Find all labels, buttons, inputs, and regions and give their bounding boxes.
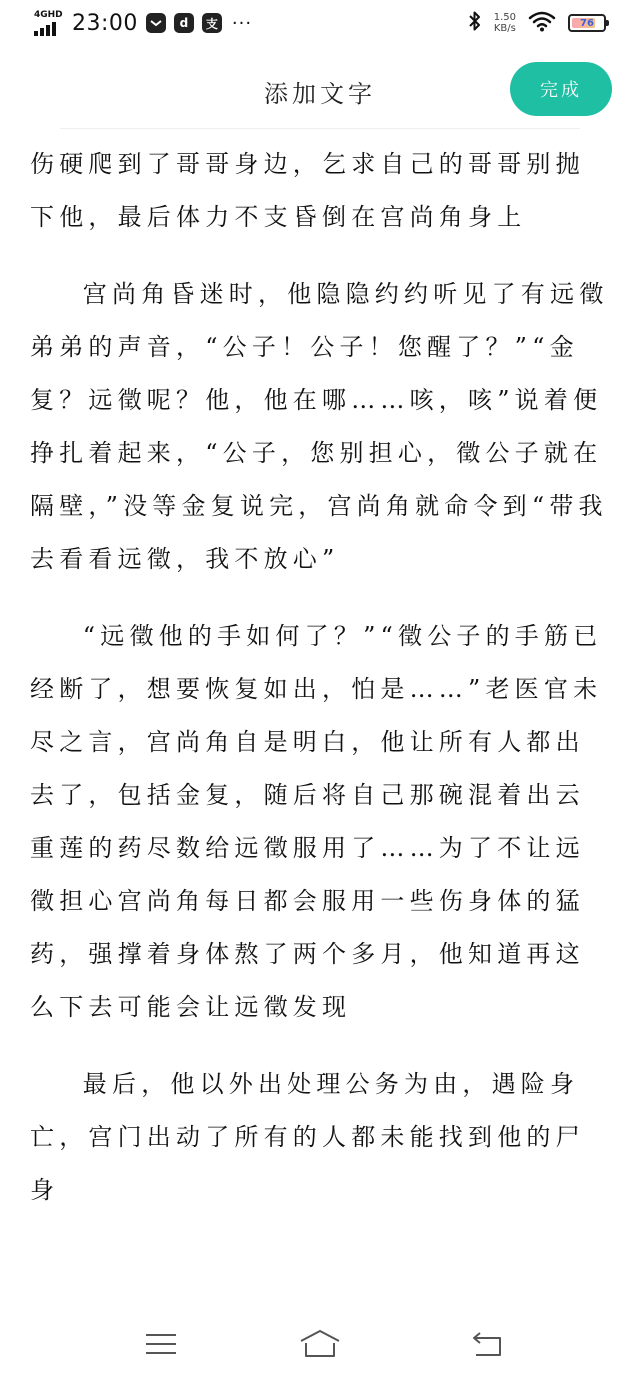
paragraph-4[interactable]: 最后，他以外出处理公务为由，遇险身亡，宫门出动了所有的人都未能找到他的尸身 <box>30 1070 585 1204</box>
text-editor-area[interactable] <box>30 138 612 1241</box>
battery-level: 76 <box>580 17 594 29</box>
back-icon <box>470 1330 504 1361</box>
status-bar <box>0 0 640 48</box>
message-app-icon <box>146 13 166 33</box>
wifi-icon <box>528 10 556 36</box>
paragraph-1[interactable]: 伤硬爬到了哥哥身边，乞求自己的哥哥别抛下他，最后体力不支昏倒在宫尚角身上 <box>30 150 585 231</box>
clock: 23:00 <box>72 10 138 36</box>
battery-icon <box>568 14 606 32</box>
back-button[interactable] <box>462 1325 512 1365</box>
menu-icon <box>144 1331 178 1360</box>
signal-icon <box>34 22 56 36</box>
menu-button[interactable] <box>136 1325 186 1365</box>
status-left <box>34 10 252 36</box>
music-app-icon: d <box>174 13 194 33</box>
network-label: 4GHD <box>34 10 63 20</box>
page-title: 添加文字 <box>264 80 376 108</box>
alipay-app-icon: 支 <box>202 13 222 33</box>
network-speed <box>494 12 516 34</box>
home-button[interactable] <box>295 1325 345 1365</box>
more-notifications-icon: ··· <box>231 12 253 34</box>
header-divider <box>60 128 580 129</box>
home-icon <box>298 1329 342 1362</box>
done-button[interactable]: 完成 <box>510 62 612 116</box>
navigation-bar <box>0 1307 640 1387</box>
speed-unit: KB/s <box>493 23 516 34</box>
status-right <box>468 10 606 36</box>
paragraph-2[interactable]: 宫尚角昏迷时，他隐隐约约听见了有远徵弟弟的声音，“公子！公子！您醒了？”“金复？远徵呢？他，他在哪……咳，咳”说着便挣扎着起来，“公子，您别担心，徵公子就在隔壁，”没等金复说完，宫尚角就命令到“带我去看看远徵，我不放心” <box>30 280 609 573</box>
network-indicator <box>34 10 64 36</box>
bluetooth-icon <box>468 10 482 36</box>
speed-value: 1.50 <box>493 12 516 23</box>
header <box>0 56 640 126</box>
paragraph-3[interactable]: “远徵他的手如何了？”“徵公子的手筋已经断了，想要恢复如出，怕是……”老医官未尽之言，宫尚角自是明白，他让所有人都出去了，包括金复，随后将自己那碗混着出云重莲的药尽数给远徵服用了……为了不让远徵担心宫尚角每日都会服用一些伤身体的猛药，强撑着身体熬了两个多月，他知道再这么下去可能会让远徵发现 <box>30 622 603 1021</box>
